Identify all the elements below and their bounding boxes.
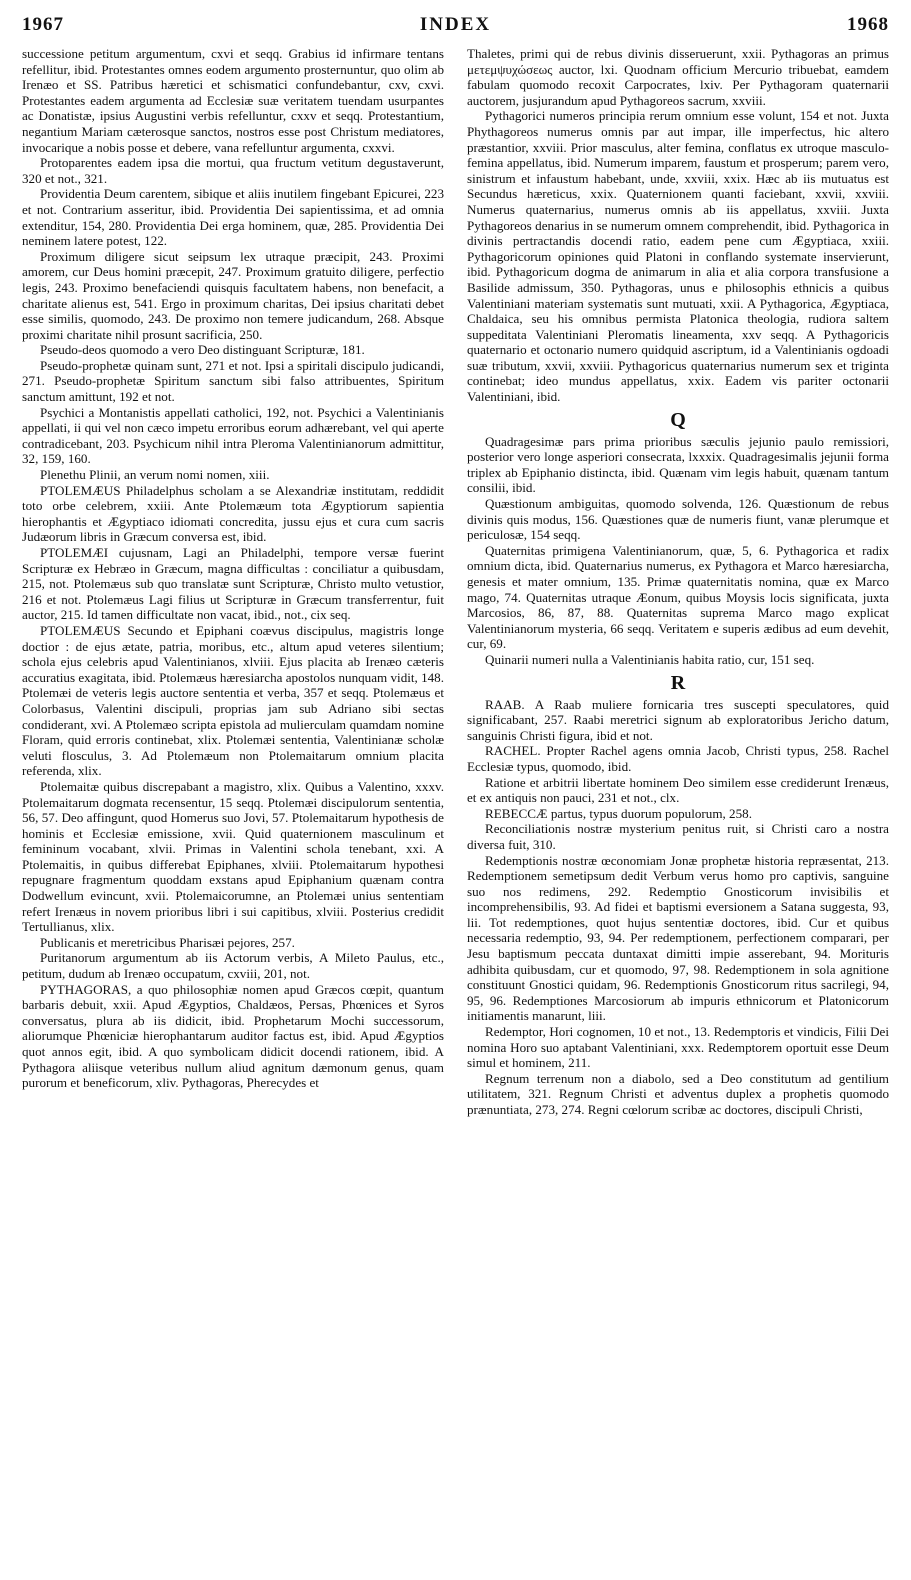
left-page-number: 1967 [22, 14, 64, 35]
right-page-number: 1968 [846, 14, 889, 35]
section-letter-q: Q [670, 408, 686, 431]
right-column [467, 46, 889, 1118]
index-entry: Psychici a Montanistis appellati catholici, 192, not. Psychici a Valentinianis appellati, ii qui vel non cæco impetu erroribus eorum adhærebant, vel qui aperte contradicebant, 203. Psychicum nihil intra Pleroma Valentinianorum admittitur, 32, 159, 160. [22, 404, 444, 467]
two-column-body [22, 46, 889, 1118]
index-entry: Redemptionis nostræ œconomiam Jonæ prophetæ historia repræsentat, 213. Redemptionem semetipsum dedit Verbum verus homo pro captivis, sanguine suo nos redimens, 292. Redemptio Gnosticorum invisibilis et incomprehensibilis, 93. Ad fidei et baptismi eversionem a Satana suggesta, 93, lii. Tot redemptiones, quot hujus sententiæ doctores, ibid. Cur et quibus necessaria redemptio, 93, 94. Per redemptionem, perfectionem comparari, per Jesu baptismum peccata duntaxat dimitti impie asserebant, 94. Morituris adhibita quibusdam, cur et quomodo, 97, 98. Redemptionem in sola agnitione constituunt Gnostici quidam, 96. Redemptionis Gnosticorum ritus sacrilegi, 94, 95, 96. Redemptiones Marcosiorum ab impuris ethnicorum et Platonicorum initiamentis manarunt, liii. [467, 852, 889, 1024]
index-entry: Pseudo-prophetæ quinam sunt, 271 et not. Ipsi a spiritali discipulo judicandi, 271. Pseudo-prophetæ Spiritum sanctum sibi falso attribuentes, Spiritum sanctum amittunt, 192 et not. [22, 357, 444, 405]
index-entry: Redemptor, Hori cognomen, 10 et not., 13. Redemptoris et vindicis, Filii Dei nomina Horo suo aptabant Valentiniani, xxx. Redemptorem oportuit esse Deum simul et hominem, 211. [467, 1024, 889, 1071]
index-entry: Quinarii numeri nulla a Valentinianis habita ratio, cur, 151 seq. [485, 651, 815, 667]
index-entry: RAAB. A Raab muliere fornicaria tres suscepti speculatores, quid significabant, 257. Raabi meretrici signum ab exploratoribus Jericho datum, sanguinis Christi figura, ibid et not. [467, 696, 889, 743]
index-entry: PTOLEMÆUS Philadelphus scholam a se Alexandriæ institutam, reddidit toto orbe celebrem, xxiii. Ante Ptolemæum tota Ægyptiorum sapientia hierophantis et Ægyptiaco idiomati concredita, jussu ejus et cura cum sacris Judæorum libris in Græcum conversa est, ibid. [22, 482, 444, 545]
index-entry: Puritanorum argumentum ab iis Actorum verbis, A Mileto Paulus, etc., petitum, dudum ab Irenæo occupatum, cxviii, 201, not. [22, 950, 444, 982]
index-entry: Quaternitas primigena Valentinianorum, quæ, 5, 6. Pythagorica et radix omnium dicta, ibid. Quaternarius numerus, ex Pythagora et Marco hæresiarcha, genesis et mater omnium, 135. Primæ quaternitatis nomina, quæ ex Marco mago, 74. Quaternitas utraque Æonum, quibus Moysis locis significata, juxta Marcosios, 86, 87, 88. Quaternitas suprema Marco mago explicat Valentinianorum mysteria, 66 seqq. Veritatem e superis ædibus ad eum devehit, cur, 69. [467, 542, 889, 652]
index-entry: Providentia Deum carentem, sibique et aliis inutilem fingebant Epicurei, 223 et not. Contrarium asseritur, ibid. Providentia Dei sapientissima, et ad omnia extenditur, 154, 280. Providentia Dei erga hominem, quæ, 285. Providentia Dei neminem latere potest, 122. [22, 186, 444, 249]
page-title: INDEX [419, 14, 492, 35]
index-entry: PYTHAGORAS, a quo philosophiæ nomen apud Græcos cœpit, quantum barbaris debuit, xxii. Apud Ægyptios, Chaldæos, Persas, Phœnices et Syros conversatus, plura ab iis didicit, ibid. Prophetarum Mochi successorum, aliorumque Phœniciæ hierophantarum auditor factus est, ibid. Apud Ægyptios quot annos egit, ibid. A quo symbolicam didicit docendi rationem, ibid. A Pythagora aliisque veteribus nullum aliud agnitum dæmonum genus, quam purorum et beneficorum, xliv. Pythagoras, Pherecydes et [22, 981, 444, 1091]
index-entry: Reconciliationis nostræ mysterium penitus ruit, si Christi caro a nostra diversa fuit, 310. [467, 821, 889, 852]
index-entry: Regnum terrenum non a diabolo, sed a Deo constitutum ad gentilium utilitatem, 321. Regnum Christi et adventus duplex a prophetis quomodo prænuntiata, 273, 274. Regni cœlorum scribæ ac doctores, discipuli Christi, [467, 1070, 889, 1117]
index-entry: successione petitum argumentum, cxvi et seqq. Grabius id infirmare tentans refellitur, ibid. Protestantes omnes eodem argumento prosternuntur, quo olim ab Irenæo et SS. Patribus hæretici et schismatici confundebantur, cxv, cxvi. Protestantes eadem argumenta ad Ecclesiæ suæ veritatem tuendam usurpantes ac Donatistæ, ipsius Augustini verbis refelluntur, cxxv et seqq. Protestantium, negantium Mariam cæterosque sanctos, nostros esse post Christum mediatores, invocarique a nobis posse et debere, vana refelluntur argumenta, cxxvi. [22, 46, 444, 155]
index-entry: PTOLEMÆI cujusnam, Lagi an Philadelphi, tempore versæ fuerint Scripturæ ex Hebræo in Græcum, magna difficultas : conciliatur a quibusdam, 215, not. Ptolemæus sub quo translatæ sunt Scripturæ, Christo multo vetustior, 216 et not. Ptolemæus Lagi filius ut Scripturæ in Græcum transferrentur, fuit auctor, 215. Id tamen difficultate non vacat, ibid., not., cix seq. [22, 545, 444, 623]
index-entry: Plenethu Plinii, an verum nomi nomen, xiii. [40, 467, 270, 483]
index-entry: PTOLEMÆUS Secundo et Epiphani coævus discipulus, magistris longe doctior : de ejus ætate, patria, moribus, etc., altum apud veteres silentium; schola ejus celebris apud Valentinianos, xlviii. Ejus placita ab Irenæo cæteris accuratius exagitata, ibid. Ptolemæus hæresiarcha apostolos nunquam vidit, 148. Ptolemæi de veteris legis auctore sententia et verba, 357 et seqq. Ptolemæus et Colorbasus, Valentini discipuli, proprias jam sub Adriano sibi sectas condiderant, xvi. A Ptolemæo scripta epistola ad mulierculam quamdam nomine Floram, quid erroris continebat, xlix. Ptolemæi sententia, Valentinianæ scholæ veluti flosculus, 3. Ad Ptolemæum non Ptolemaitarum omnium placita referenda, xlix. [22, 622, 444, 779]
left-column [22, 46, 444, 1118]
index-entry: Thaletes, primi qui de rebus divinis disseruerunt, xxii. Pythagoras an primus μετεμψυχώσεως auctor, lxi. Quodnam officium Mercurio tribuebat, eamdem fabulam quomodo recoxit Carpocrates, lxiv. Per Pythagoram quaternarii auctorem, jusjurandum apud Pythagoreos sacrum, xxviii. [467, 46, 889, 108]
index-entry: Ratione et arbitrii libertate hominem Deo similem esse crediderunt Irenæus, et ex antiquis non pauci, 231 et not., clx. [467, 774, 889, 806]
index-entry: REBECCÆ partus, typus duorum populorum, 258. [485, 805, 752, 821]
index-entry: RACHEL. Propter Rachel agens omnia Jacob, Christi typus, 258. Rachel Ecclesiæ typus, quomodo, ibid. [467, 743, 889, 774]
index-entry: Proximum diligere sicut seipsum lex utraque præcipit, 243. Proximi amorem, cur Deus homini præcepit, 247. Proximum gratuito diligere, perfectio legis, 243. Proximo benefaciendi quisquis facultatem habens, non benefacit, a charitate alienus est, 541. Ergo in proximum charitas, Dei ipsius charitati debet esse similis, quomodo, 243. De proximo non temere judicandum, 268. Absque proximi charitate nihil prosunt sacrificia, 250. [22, 248, 444, 342]
section-letter-r: R [670, 671, 686, 694]
index-entry: Pythagorici numeros principia rerum omnium esse volunt, 154 et not. Juxta Phythagoreos numerus omnis par aut impar, ille imperfectus, hic altero præstantior, xxviii. Prior masculus, alter femina, conflatus ex utroque masculo-femina appellatus, ibid. Numerum imparem, faustum et prosperum; parem vero, sinistrum et infaustum habebant, unde, xxviii, xxix. Hæc ab iis mutuatus est Secundus hæreticus, xxix. Quaternionem quanti faciebant, xxvii, xxviii. Numerus quaternarius, numerus omnis ab iis appellatus, xxviii. Juxta Pythagoreos denarius in se numerum omnem comprehendit, ibid. Pythagorica in divinis pertractandis docendi ratio, eadem pene cum Ægyptiaca, xxiii. Pythagoricorum opiniones quid Platoni in conflando systemate inservierunt, ibid. Pythagoricum dogma de animarum in alia et alia corpora transfusione a Basilide admissum, 350. Pythagoras, unus e philosophis ethnicis a quibus Valentiniani materiam systematis sunt mutuati, xxii. A Pythagorica, Ægyptiaca, Chaldaica, seu his omnibus permista Platonica theologia, rudiora saltem suppeditata Valentiniani Pleromatis lineamenta, xxv seqq. A Pythagoricis quaternario et octonario numero quidquid ascriptum, id a Valentinianis ogdoadi suæ tributum, xxvii, xxviii. Pythagoricus quaternarius numerum sex et triginta continebat; ideo mundus appellatus, xxix. Eadem vis pariter octonarii Valentiniani, ibid. [467, 108, 889, 405]
index-entry: Publicanis et meretricibus Pharisæi pejores, 257. [40, 934, 295, 950]
index-entry: Protoparentes eadem ipsa die mortui, qua fructum vetitum degustaverunt, 320 et not., 321. [22, 155, 444, 186]
index-entry: Ptolemaitæ quibus discrepabant a magistro, xlix. Quibus a Valentino, xxxv. Ptolemaitarum dogmata recensentur, 15 seqq. Ptolemæi discipulorum sententia, 56, 57. Deo affingunt, quod Homerus suo Jovi, 57. Ptolemaitarum hypothesis de hominis et Ecclesiæ emissione, xvii. Quid quaternionem masculinum et femininum vocabant, xlvii. Primas in Valentini schola tenebant, xxi. A Ptolemaitis, in quibus differebat Epiphanes, xlviii. Ptolemaitarum hypothesi repugnare fragmentum quoddam exstans apud Epiphanium quænam contra Dodwellum evincunt, xvii. Ptolemaicorumne, an Ptolemæi unius sententiam refert Irenæus in novem prioribus libri i sui capitibus, xlviii. Posterius credidit Tertullianus, xlix. [22, 778, 444, 935]
index-entry: Pseudo-deos quomodo a vero Deo distinguant Scripturæ, 181. [40, 342, 365, 358]
running-head [22, 14, 889, 36]
index-entry: Quadragesimæ pars prima prioribus sæculis jejunio paulo remissiori, posterior vero longe asperiori consecrata, lxxxix. Quadragesimalis jejunii forma triplex ab Epiphanio distincta, ibid. Quænam vim legis habuit, quænam tantum consilii, ibid. [467, 433, 889, 496]
index-entry: Quæstionum ambiguitas, quomodo solvenda, 126. Quæstionum de rebus divinis quis modus, 156. Quæstiones quæ de numeris fiunt, vanæ plerumque et periculosæ, 154 seqq. [467, 496, 889, 543]
